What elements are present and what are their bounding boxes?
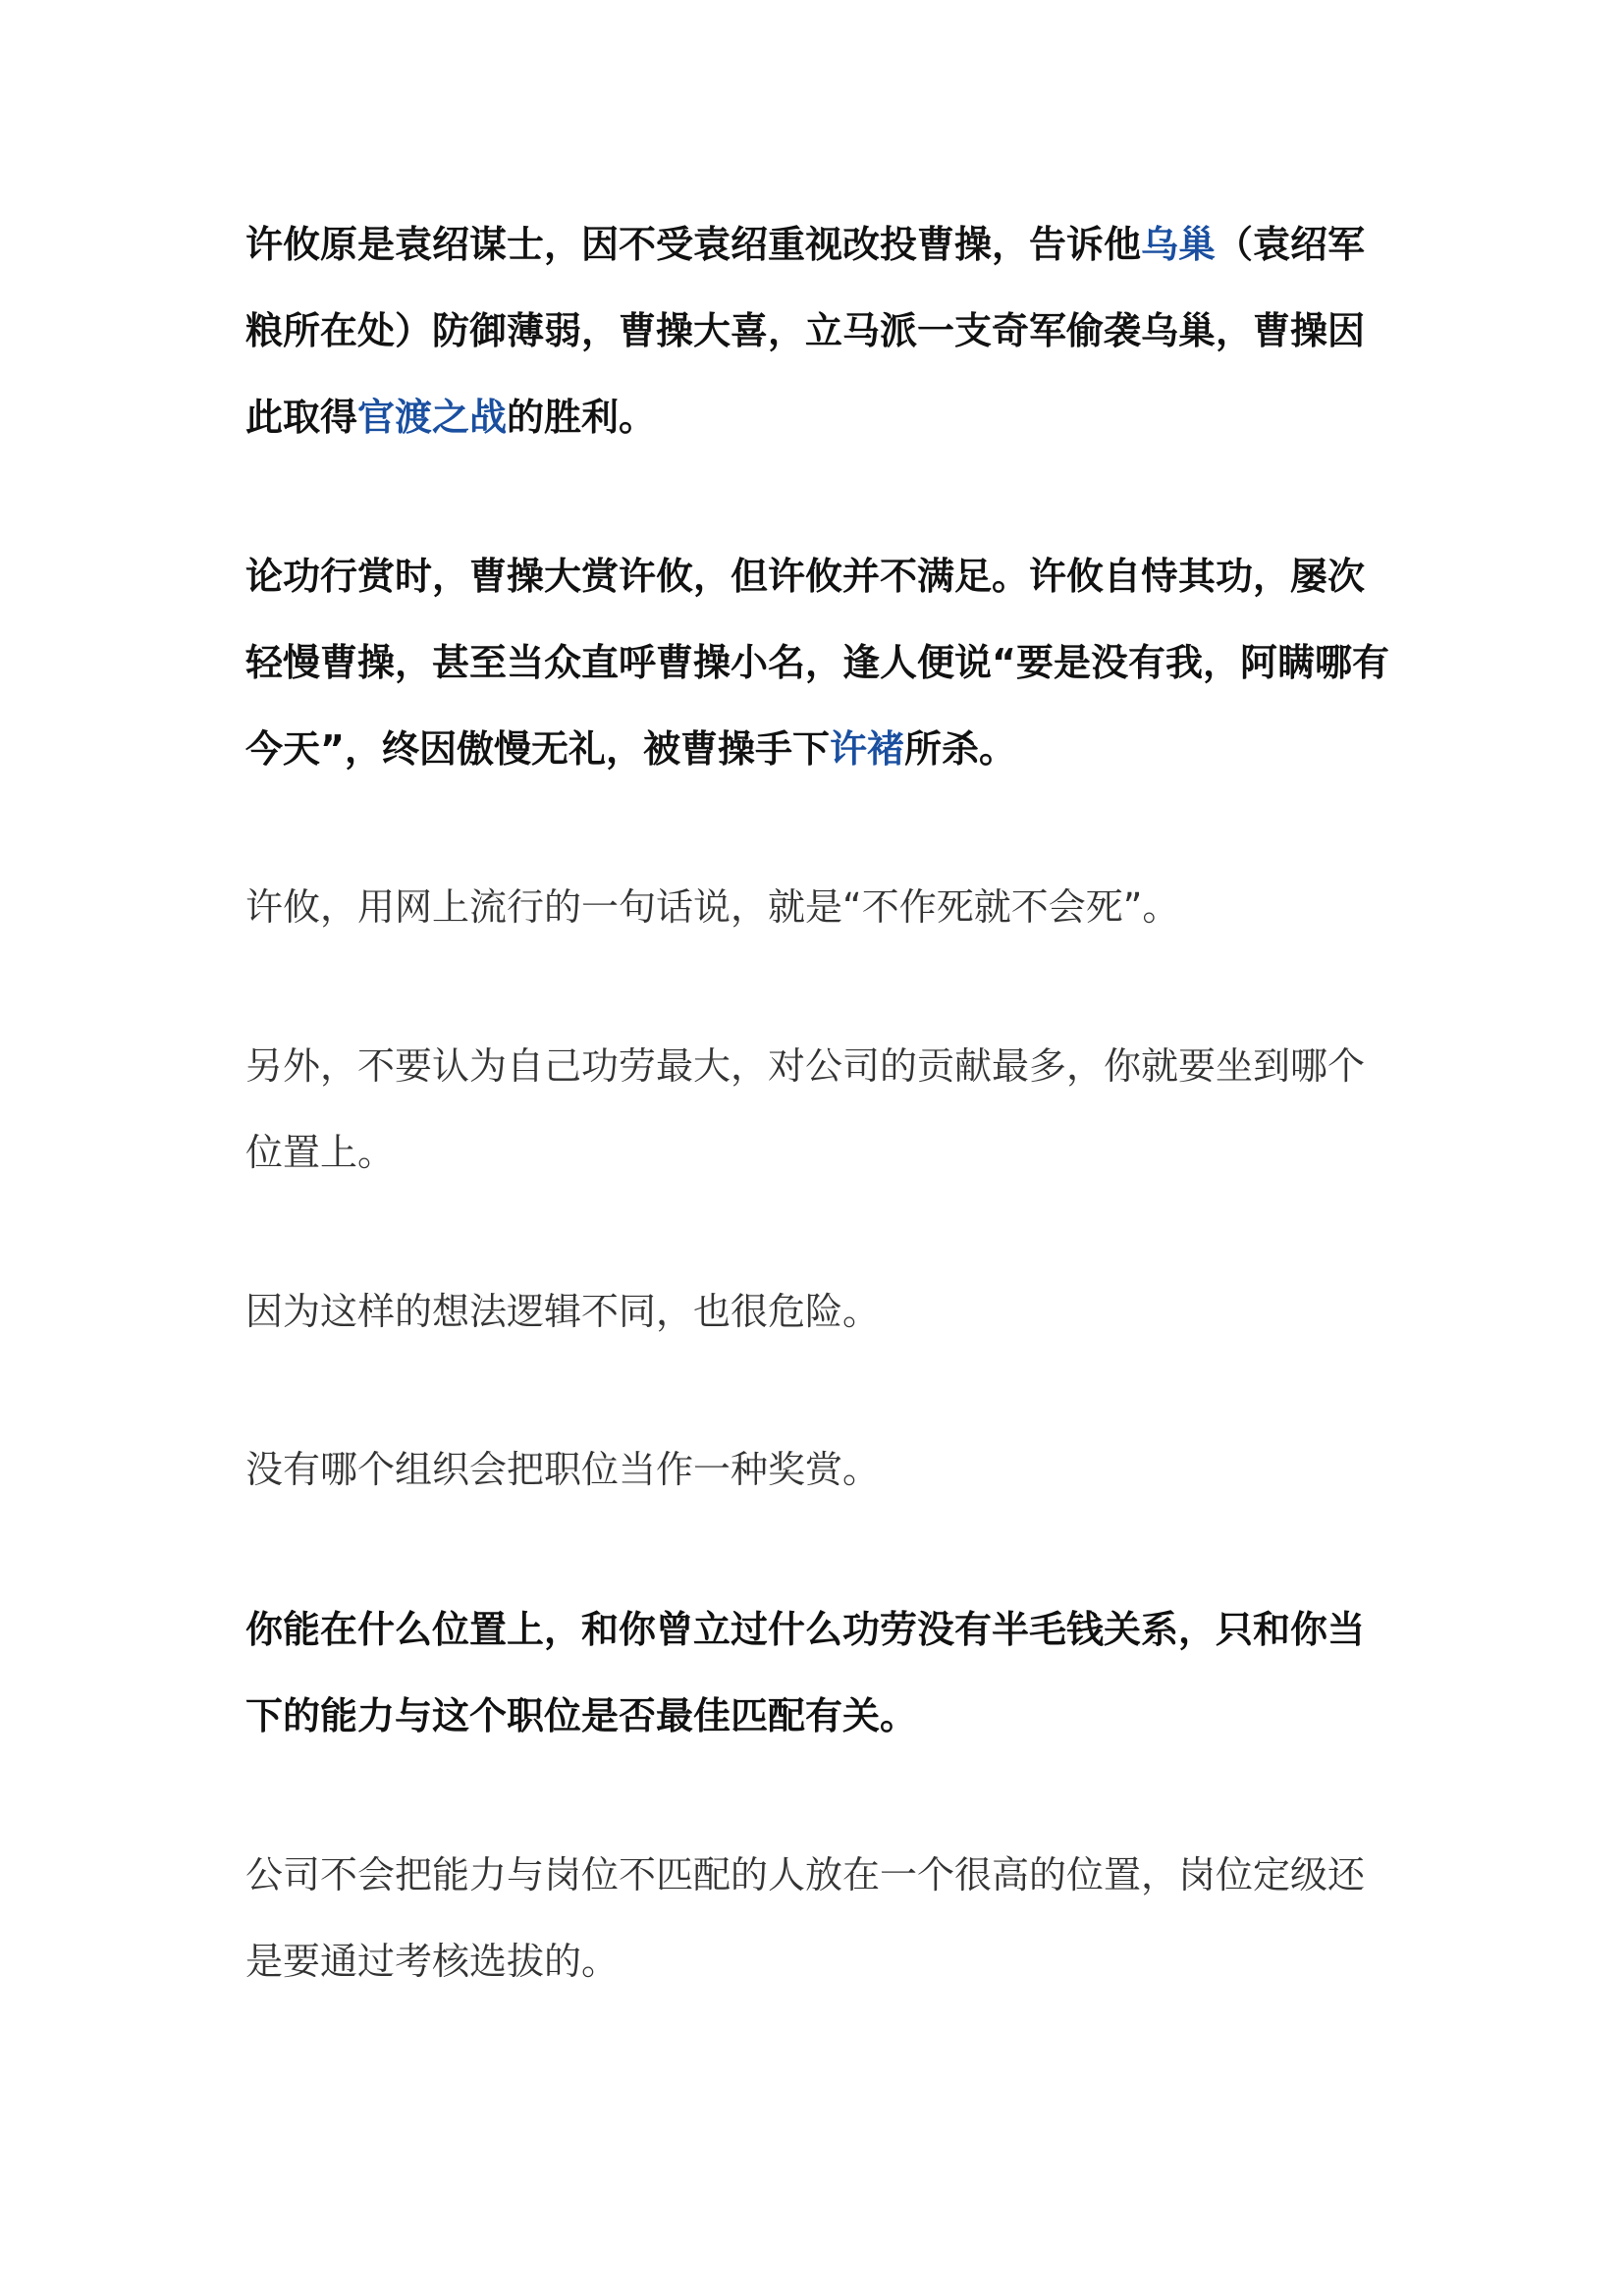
paragraph-2-text-2: 所杀。 [904, 727, 1017, 771]
paragraph-8-text: 公司不会把能力与岗位不匹配的人放在一个很高的位置，岗位定级还是要通过考核选拔的。 [245, 1853, 1366, 1983]
link-wuchao[interactable]: 乌巢 [1141, 223, 1217, 266]
paragraph-6-text: 没有哪个组织会把职位当作一种奖赏。 [245, 1448, 881, 1491]
link-guandu-battle[interactable]: 官渡之战 [357, 396, 508, 439]
paragraph-1-text-3: 的胜利。 [507, 396, 657, 439]
paragraph-3-text: 许攸，用网上流行的一句话说，就是“不作死就不会死”。 [245, 885, 1180, 929]
paragraph-3 [245, 864, 1389, 950]
paragraph-4 [245, 1023, 1389, 1196]
paragraph-2 [245, 533, 1389, 792]
paragraph-7 [245, 1586, 1389, 1759]
paragraph-1-text-1: 许攸原是袁绍谋士，因不受袁绍重视改投曹操，告诉他 [245, 223, 1142, 266]
paragraph-8 [245, 1832, 1389, 2004]
paragraph-5-text: 因为这样的想法逻辑不同，也很危险。 [245, 1290, 881, 1333]
paragraph-1-text-2: （袁绍军粮所在处）防御薄弱，曹操大喜，立马派一支奇军偷袭乌巢，曹操因此取得 [245, 223, 1366, 439]
paragraph-2-text-1: 论功行赏时，曹操大赏许攸，但许攸并不满足。许攸自恃其功，屡次轻慢曹操，甚至当众直呼曹操小名，逢人便说“要是没有我，阿瞒哪有今天”，终因傲慢无礼，被曹操手下 [245, 555, 1389, 771]
paragraph-4-text: 另外，不要认为自己功劳最大，对公司的贡献最多，你就要坐到哪个位置上。 [245, 1044, 1366, 1174]
link-xuchu[interactable]: 许褚 [829, 727, 904, 771]
paragraph-5 [245, 1268, 1389, 1355]
paragraph-1 [245, 201, 1389, 460]
paragraph-6 [245, 1426, 1389, 1513]
paragraph-7-text: 你能在什么位置上，和你曾立过什么功劳没有半毛钱关系，只和你当下的能力与这个职位是否最佳匹配有关。 [245, 1608, 1366, 1737]
